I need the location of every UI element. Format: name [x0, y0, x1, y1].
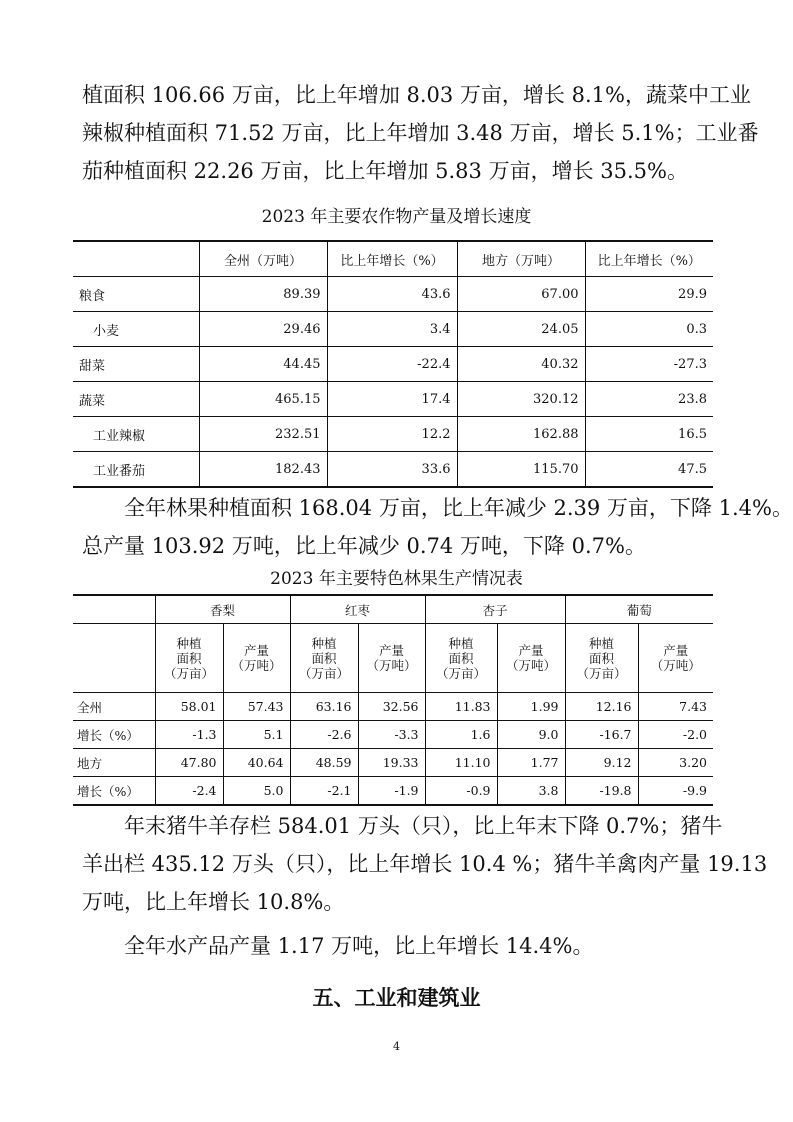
paragraph-aquatic — [82, 927, 722, 965]
paragraph-orchard — [82, 489, 793, 565]
table-cell: 24.05 — [457, 312, 585, 347]
corner-cell — [73, 595, 155, 624]
table-cell: -1.9 — [358, 777, 425, 806]
text-line: 茄种植面积 22.26 万亩，比上年增加 5.83 万亩，增长 35.5%。 — [82, 159, 688, 183]
header-cell: 全州（万吨） — [199, 241, 327, 277]
table1-title: 2023 年主要农作物产量及增长速度 — [261, 207, 532, 227]
row-label: 小麦 — [73, 312, 199, 347]
table-cell: 162.88 — [457, 417, 585, 452]
table-cell: 3.4 — [327, 312, 457, 347]
table-cell: 1.77 — [497, 749, 565, 777]
table-cell: 58.01 — [155, 693, 223, 721]
header-cell: 比上年增长（%） — [585, 241, 713, 277]
table-cell: -27.3 — [585, 347, 713, 382]
table-cell: 67.00 — [457, 277, 585, 312]
table-row — [73, 777, 713, 806]
table-row — [73, 277, 713, 312]
header-cell — [73, 241, 199, 277]
table-cell: 29.9 — [585, 277, 713, 312]
table-row — [73, 721, 713, 749]
table-row — [73, 382, 713, 417]
table-cell: 320.12 — [457, 382, 585, 417]
table-cell: 5.0 — [223, 777, 290, 806]
table-cell: 23.8 — [585, 382, 713, 417]
table-row — [73, 417, 713, 452]
table-cell: -2.0 — [638, 721, 713, 749]
table-cell: 3.20 — [638, 749, 713, 777]
table-cell: -3.3 — [358, 721, 425, 749]
table-cell: 9.12 — [565, 749, 638, 777]
table-cell: -2.4 — [155, 777, 223, 806]
table-cell: 47.5 — [585, 452, 713, 488]
row-label: 工业辣椒 — [73, 417, 199, 452]
table-cell: 33.6 — [327, 452, 457, 488]
sub-header-output: 产量 （万吨） — [358, 624, 425, 693]
page-number: 4 — [393, 1040, 400, 1053]
row-label: 粮食 — [73, 277, 199, 312]
row-label: 增长（%） — [73, 777, 155, 806]
table-cell: 44.45 — [199, 347, 327, 382]
table-cell: 0.3 — [585, 312, 713, 347]
text-line: 全年林果种植面积 168.04 万亩，比上年减少 2.39 万亩，下降 1.4%。 — [124, 496, 793, 520]
text-line: 总产量 103.92 万吨，比上年减少 0.74 万吨，下降 0.7%。 — [82, 534, 646, 558]
text-line: 全年水产品产量 1.17 万吨，比上年增长 14.4%。 — [124, 934, 594, 958]
text-line: 植面积 106.66 万亩，比上年增加 8.03 万亩，增长 8.1%，蔬菜中工业 — [82, 83, 751, 107]
row-label: 增长（%） — [73, 721, 155, 749]
table-cell: 232.51 — [199, 417, 327, 452]
table-cell: -0.9 — [425, 777, 497, 806]
table-cell: -2.1 — [290, 777, 358, 806]
sub-header-output: 产量 （万吨） — [638, 624, 713, 693]
table-cell: 12.2 — [327, 417, 457, 452]
table-cell: 47.80 — [155, 749, 223, 777]
table-header-row — [73, 241, 713, 277]
group-header-jujube: 红枣 — [290, 595, 425, 624]
sub-header-area: 种植 面积 （万亩） — [290, 624, 358, 693]
text-line: 羊出栏 435.12 万头（只），比上年增长 10.4 %；猪牛羊禽肉产量 19.13 — [82, 852, 768, 876]
group-header-grape: 葡萄 — [565, 595, 713, 624]
group-header-row — [73, 595, 713, 624]
crop-output-table — [73, 240, 713, 488]
row-label: 甜菜 — [73, 347, 199, 382]
row-label: 地方 — [73, 749, 155, 777]
section-title: 五、工业和建筑业 — [312, 986, 481, 1010]
sub-header-output: 产量 （万吨） — [223, 624, 290, 693]
row-label: 蔬菜 — [73, 382, 199, 417]
sub-header-area: 种植 面积 （万亩） — [155, 624, 223, 693]
group-header-pear: 香梨 — [155, 595, 290, 624]
table-cell: 7.43 — [638, 693, 713, 721]
header-cell: 地方（万吨） — [457, 241, 585, 277]
table-cell: 57.43 — [223, 693, 290, 721]
text-line: 辣椒种植面积 71.52 万亩，比上年增加 3.48 万亩，增长 5.1%；工业番 — [82, 121, 759, 145]
table-cell: 17.4 — [327, 382, 457, 417]
group-header-apricot: 杏子 — [425, 595, 565, 624]
table-cell: 182.43 — [199, 452, 327, 488]
table-cell: 11.83 — [425, 693, 497, 721]
fruit-production-table — [73, 594, 713, 806]
corner-cell — [73, 624, 155, 693]
table-cell: 40.32 — [457, 347, 585, 382]
table-cell: 63.16 — [290, 693, 358, 721]
table-row — [73, 749, 713, 777]
table-cell: 5.1 — [223, 721, 290, 749]
sub-header-area: 种植 面积 （万亩） — [565, 624, 638, 693]
table-cell: 11.10 — [425, 749, 497, 777]
table-cell: 115.70 — [457, 452, 585, 488]
table-cell: 89.39 — [199, 277, 327, 312]
table-cell: -19.8 — [565, 777, 638, 806]
table-cell: 1.6 — [425, 721, 497, 749]
table-row — [73, 312, 713, 347]
paragraph-livestock — [82, 807, 768, 921]
table-cell: -16.7 — [565, 721, 638, 749]
table-cell: 12.16 — [565, 693, 638, 721]
row-label: 工业番茄 — [73, 452, 199, 488]
table-row — [73, 347, 713, 382]
table-cell: 19.33 — [358, 749, 425, 777]
row-label: 全州 — [73, 693, 155, 721]
table-row — [73, 693, 713, 721]
header-cell: 比上年增长（%） — [327, 241, 457, 277]
table-row — [73, 452, 713, 488]
text-line: 万吨，比上年增长 10.8%。 — [82, 890, 345, 914]
table-cell: -1.3 — [155, 721, 223, 749]
table2-title: 2023 年主要特色林果生产情况表 — [270, 569, 523, 589]
sub-header-output: 产量 （万吨） — [497, 624, 565, 693]
table-cell: 1.99 — [497, 693, 565, 721]
paragraph-crop-area — [82, 76, 759, 190]
table-cell: 3.8 — [497, 777, 565, 806]
table-cell: 43.6 — [327, 277, 457, 312]
table-cell: -2.6 — [290, 721, 358, 749]
table-cell: 9.0 — [497, 721, 565, 749]
text-line: 年末猪牛羊存栏 584.01 万头（只），比上年末下降 0.7%；猪牛 — [124, 814, 723, 838]
sub-header-row — [73, 624, 713, 693]
table-cell: 16.5 — [585, 417, 713, 452]
table-cell: 465.15 — [199, 382, 327, 417]
table-cell: 40.64 — [223, 749, 290, 777]
table-cell: -22.4 — [327, 347, 457, 382]
table-cell: 29.46 — [199, 312, 327, 347]
sub-header-area: 种植 面积 （万亩） — [425, 624, 497, 693]
table-cell: 32.56 — [358, 693, 425, 721]
table-cell: -9.9 — [638, 777, 713, 806]
table-cell: 48.59 — [290, 749, 358, 777]
